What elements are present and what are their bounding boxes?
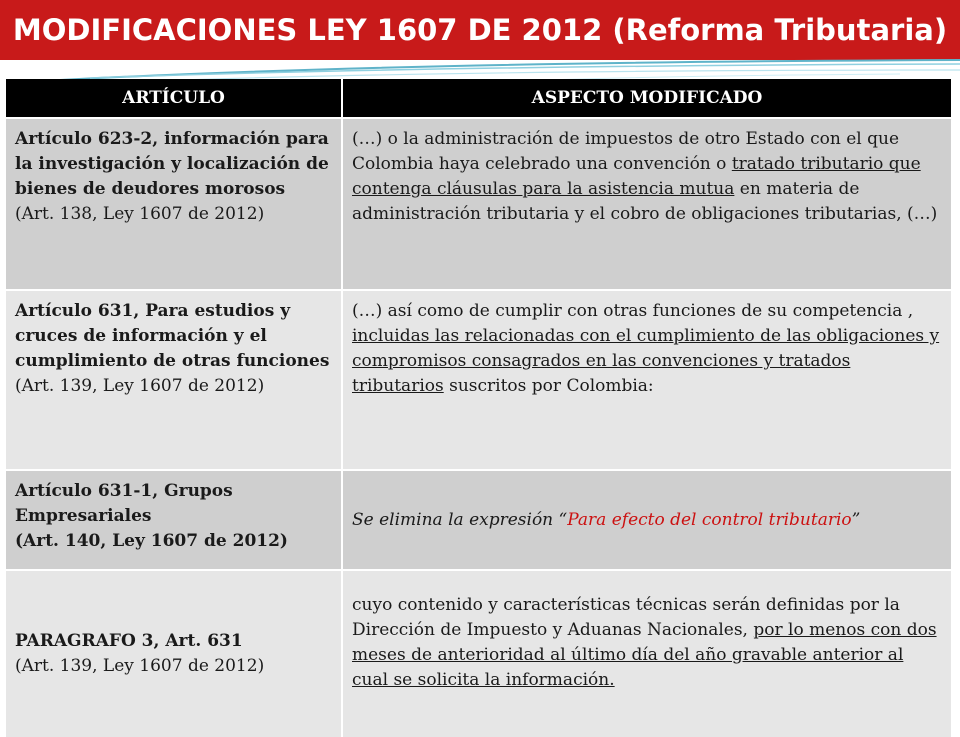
aspect-cell	[342, 470, 951, 570]
aspect-text: en materia de administración tributaria y el cobro de obligaciones tributarias, (…)	[352, 179, 938, 224]
table-row	[6, 470, 951, 570]
article-cell	[6, 470, 342, 570]
aspect-cell	[342, 290, 951, 470]
article-cell	[6, 118, 342, 290]
aspect-text: cuyo contenido y características técnicas serán definidas por la Dirección de Impuesto y Aduanas Nacionales,	[352, 595, 900, 640]
aspect-underlined-text: por lo menos con dos meses de anterioridad al último día del año gravable anterior al cual se solicita la información.	[352, 620, 937, 690]
header-articulo: ARTÍCULO	[6, 79, 342, 118]
aspect-text: (…) o la administración de impuestos de otro Estado con el que Colombia haya celebrado una convención o	[352, 129, 900, 174]
aspect-underlined-text: tratado tributario que contenga cláusulas para la asistencia mutua	[352, 154, 921, 199]
aspect-text: suscritos por Colombia:	[443, 376, 654, 396]
removed-expression: Para efecto del control tributario	[567, 509, 852, 530]
page-title: MODIFICACIONES LEY 1607 DE 2012 (Reforma Tributaria)	[12, 13, 948, 47]
table-row	[6, 570, 951, 737]
aspect-text: (…) así como de cumplir con otras funciones de su competencia ,	[352, 301, 914, 321]
article-reference: (Art. 139, Ley 1607 de 2012)	[15, 376, 265, 396]
aspect-cell	[342, 570, 951, 737]
article-name: Artículo 623-2, información para la investigación y localización de bienes de deudores morosos	[15, 129, 329, 199]
aspect-text: Se elimina la expresión “	[352, 509, 568, 530]
aspect-underlined-text: incluidas las relacionadas con el cumplimiento de las obligaciones y compromisos consagrados en las convenciones y tratados tributarios	[352, 326, 940, 396]
article-reference: (Art. 139, Ley 1607 de 2012)	[15, 656, 265, 676]
article-name: PARAGRAFO 3, Art. 631	[15, 631, 243, 651]
aspect-text: ”	[851, 509, 861, 530]
article-name: Artículo 631, Para estudios y cruces de información y el cumplimiento de otras funciones	[15, 301, 330, 371]
aspect-cell	[342, 118, 951, 290]
article-cell	[6, 290, 342, 470]
article-name: Artículo 631-1, Grupos Empresariales	[15, 481, 233, 526]
article-cell	[6, 570, 342, 737]
table-row	[6, 118, 951, 290]
table-header-row	[6, 79, 951, 118]
article-reference: (Art. 140, Ley 1607 de 2012)	[15, 531, 288, 551]
modifications-table	[6, 79, 951, 737]
table-row	[6, 290, 951, 470]
article-reference: (Art. 138, Ley 1607 de 2012)	[15, 204, 265, 224]
header-aspecto: ASPECTO MODIFICADO	[342, 79, 951, 118]
title-bar	[0, 0, 960, 60]
